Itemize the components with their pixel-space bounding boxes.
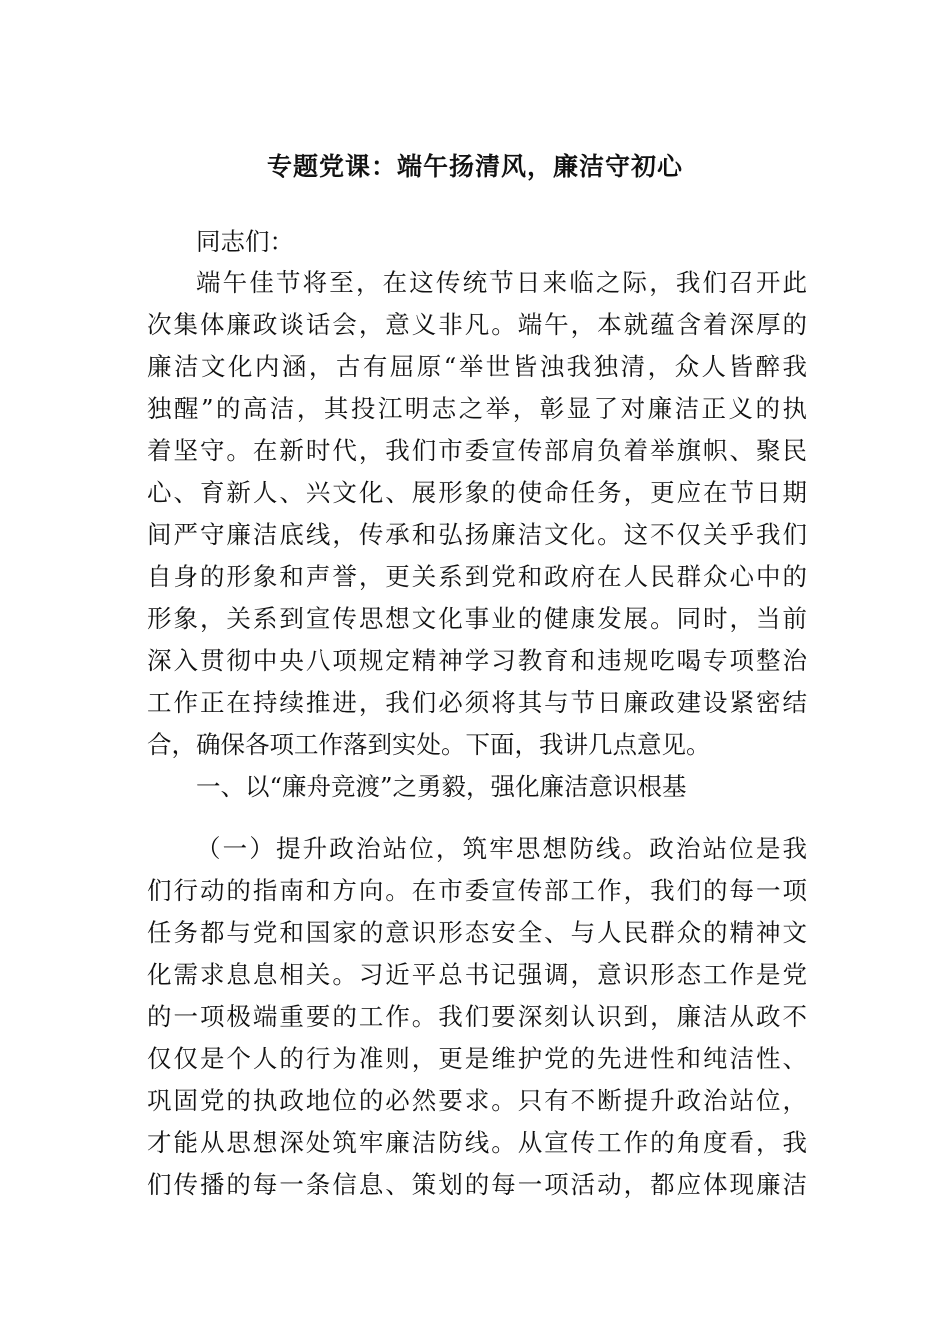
paragraph-line: 工作正在持续推进，我们必须将其与节日廉政建设紧密结 <box>147 688 807 717</box>
section-heading: 一、以“廉舟竞渡”之勇毅，强化廉洁意识根基 <box>196 772 687 801</box>
paragraph-line: 形象，关系到宣传思想文化事业的健康发展。同时，当前 <box>147 604 807 633</box>
paragraph-line: 自身的形象和声誉，更关系到党和政府在人民群众心中的 <box>147 562 807 591</box>
greeting: 同志们： <box>196 227 294 256</box>
paragraph-line: 巩固党的执政地位的必然要求。只有不断提升政治站位， <box>147 1086 807 1115</box>
paragraph-line: 才能从思想深处筑牢廉洁防线。从宣传工作的角度看，我 <box>147 1128 807 1157</box>
document-title: 专题党课：端午扬清风，廉洁守初心 <box>266 152 683 181</box>
paragraph-line: 间严守廉洁底线，传承和弘扬廉洁文化。这不仅关乎我们 <box>147 520 807 549</box>
paragraph-line: 合，确保各项工作落到实处。下面，我讲几点意见。 <box>147 730 711 759</box>
paragraph-line: 仅仅是个人的行为准则，更是维护党的先进性和纯洁性、 <box>147 1044 807 1073</box>
paragraph-line: 着坚守。在新时代，我们市委宣传部肩负着举旗帜、聚民 <box>147 436 807 465</box>
paragraph-line: （一）提升政治站位，筑牢思想防线。政治站位是我 <box>196 834 807 863</box>
paragraph-line: 深入贯彻中央八项规定精神学习教育和违规吃喝专项整治 <box>147 646 807 675</box>
paragraph-line: 独醒”的高洁，其投江明志之举，彰显了对廉洁正义的执 <box>147 394 807 423</box>
paragraph-line: 心、育新人、兴文化、展形象的使命任务，更应在节日期 <box>147 478 807 507</box>
paragraph-line: 的一项极端重要的工作。我们要深刻认识到，廉洁从政不 <box>147 1002 807 1031</box>
paragraph-line: 化需求息息相关。习近平总书记强调，意识形态工作是党 <box>147 960 807 989</box>
paragraph-line: 任务都与党和国家的意识形态安全、与人民群众的精神文 <box>147 918 807 947</box>
paragraph-line: 端午佳节将至，在这传统节日来临之际，我们召开此 <box>196 268 807 297</box>
paragraph-line: 们传播的每一条信息、策划的每一项活动，都应体现廉洁 <box>147 1170 807 1199</box>
paragraph-line: 次集体廉政谈话会，意义非凡。端午，本就蕴含着深厚的 <box>147 310 807 339</box>
paragraph-line: 廉洁文化内涵，古有屈原“举世皆浊我独清，众人皆醉我 <box>147 352 807 381</box>
paragraph-line: 们行动的指南和方向。在市委宣传部工作，我们的每一项 <box>147 876 807 905</box>
